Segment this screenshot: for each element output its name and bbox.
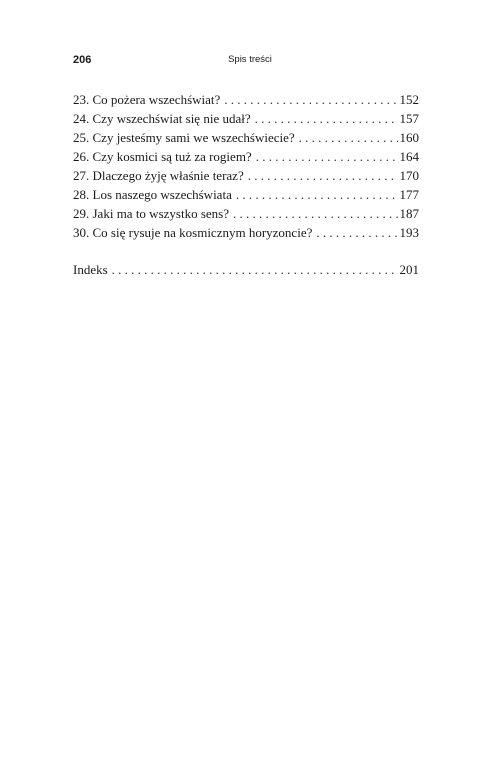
toc-entry [73,109,419,128]
page-number: 206 [73,54,92,66]
toc-spacer [73,242,419,260]
dot-leader [224,90,397,109]
toc-entry [73,185,419,204]
toc-entry-page: 193 [399,225,419,240]
dot-leader [248,166,398,185]
toc-entry-title: 26. Czy kosmici są tuż za rogiem? [73,149,252,164]
dot-leader [236,185,398,204]
toc-entry-title: 23. Co pożera wszechświat? [73,92,221,107]
table-of-contents [73,90,419,279]
toc-entry-title: Indeks [73,262,108,277]
toc-entry-title: 24. Czy wszechświat się nie udał? [73,111,251,126]
toc-entry-page: 170 [399,168,419,183]
toc-entry [73,223,419,242]
toc-entry-title: 27. Dlaczego żyję właśnie teraz? [73,168,244,183]
toc-entry-title: 25. Czy jesteśmy sami we wszechświecie? [73,130,295,145]
toc-entry-index [73,260,419,279]
toc-entry-page: 160 [399,130,419,145]
running-header [73,52,419,68]
toc-entry-page: 164 [399,149,419,164]
toc-entry-page: 152 [399,92,419,107]
dot-leader [112,260,398,279]
toc-entry-page: 177 [399,187,419,202]
toc-entry-title: 28. Los naszego wszechświata [73,187,232,202]
toc-entry [73,147,419,166]
toc-entry [73,90,419,109]
toc-entry-title: 30. Co się rysuje na kosmicznym horyzoncie? [73,225,313,240]
toc-entry [73,204,419,223]
toc-entry-page: 187 [399,206,419,221]
toc-entry-page: 201 [399,262,419,277]
dot-leader [316,223,397,242]
running-title: Spis treści [228,54,272,65]
toc-entry-title: 29. Jaki ma to wszystko sens? [73,206,229,221]
toc-entry [73,166,419,185]
dot-leader [233,204,398,223]
dot-leader [256,147,398,166]
dot-leader [255,109,398,128]
toc-entry-page: 157 [399,111,419,126]
toc-entry [73,128,419,147]
dot-leader [299,128,398,147]
